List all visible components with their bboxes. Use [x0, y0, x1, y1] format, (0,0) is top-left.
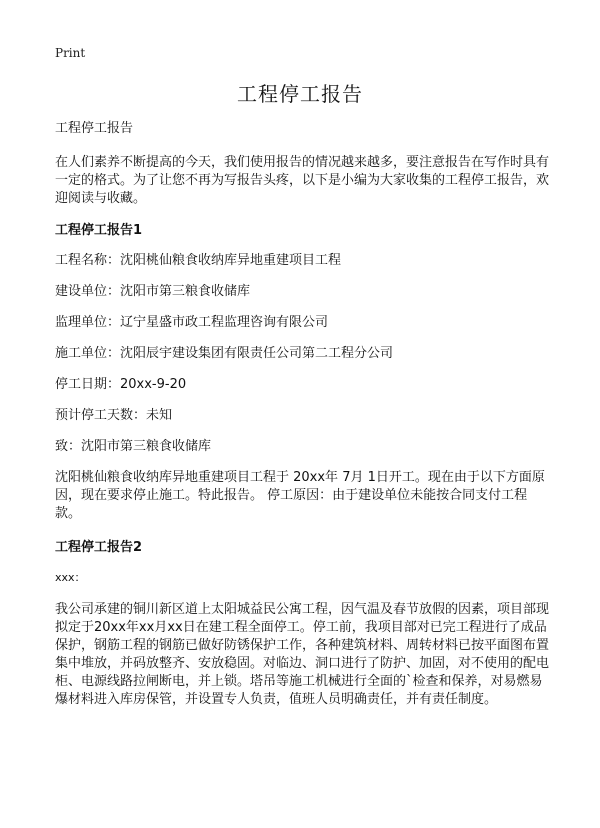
section-2-body: 我公司承建的铜川新区道上太阳城益民公寓工程，因气温及春节放假的因素，项目部现拟定于20xx年xx月xx日在建工程全面停工。停工前，我项目部对已完工程进行了成品保护，钢筋工程的钢筋已做好防锈保护工作，各种建筑材料、周转材料已按平面图布置集中堆放，并码放整齐、安放稳固。对临边、洞口进行了防护、加固，对不使用的配电柜、电源线路拉闸断电，并上锁。塔吊等施工机械进行全面的`检查和保养，对易燃易爆材料进入库房保管，并设置专人负责，值班人员明确责任，并有责任制度。: [55, 602, 550, 707]
print-label: Print: [55, 46, 86, 60]
contractor-unit-line: 施工单位：沈阳辰宇建设集团有限责任公司第二工程分公司: [55, 346, 394, 361]
expected-days-line: 预计停工天数：未知: [55, 408, 173, 423]
section-1-body: 沈阳桃仙粮食收纳库异地重建项目工程于 20xx年 7月 1日开工。现在由于以下方面原因，现在要求停止施工。特此报告。 停工原因：由于建设单位未能按合同支付工程款。: [55, 470, 545, 521]
intro-paragraph: 在人们素养不断提高的今天，我们使用报告的情况越来越多，要注意报告在写作时具有一定的格式。为了让您不再为写报告头疼，以下是小编为大家收集的工程停工报告，欢迎阅读与收藏。: [55, 155, 550, 206]
supervision-unit-line: 监理单位：辽宁星盛市政工程监理咨询有限公司: [55, 315, 329, 330]
stop-date-line: 停工日期：20xx-9-20: [55, 377, 187, 392]
recipient-line: 致：沈阳市第三粮食收储库: [55, 439, 212, 454]
section-1-heading: 工程停工报告1: [55, 223, 143, 238]
project-name-line: 工程名称：沈阳桃仙粮食收纳库异地重建项目工程: [55, 253, 342, 268]
construction-unit-line: 建设单位：沈阳市第三粮食收储库: [55, 284, 251, 299]
document-subtitle: 工程停工报告: [55, 121, 134, 136]
section-2-salutation: xxx：: [55, 571, 86, 584]
section-2-heading: 工程停工报告2: [55, 540, 143, 555]
page-title: 工程停工报告: [237, 82, 363, 106]
document-body: [55, 120, 550, 725]
